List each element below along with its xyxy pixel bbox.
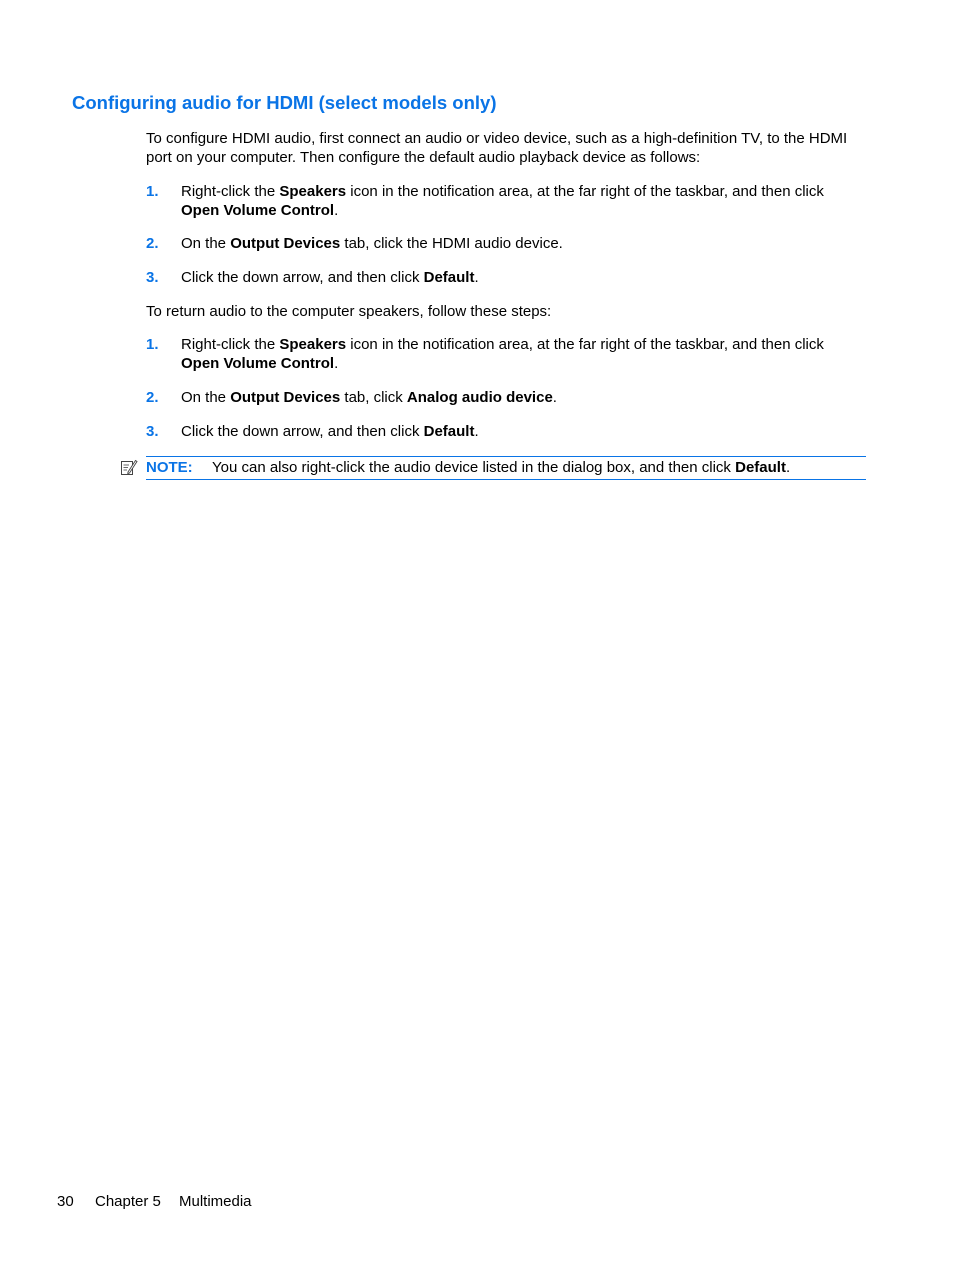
page-number: 30 (57, 1193, 74, 1210)
footer-chapter-title: Multimedia (179, 1193, 252, 1210)
step-text: Right-click the Speakers icon in the notification area, at the far right of the taskbar, and then click Open Volume Control. (181, 336, 824, 372)
step-number: 2. (146, 235, 159, 252)
note-pencil-icon (120, 458, 138, 476)
return-paragraph: To return audio to the computer speakers, follow these steps: (146, 303, 552, 320)
step-text: Right-click the Speakers icon in the notification area, at the far right of the taskbar, and then click Open Volume Control. (181, 183, 824, 219)
footer-chapter: Chapter 5 (95, 1193, 161, 1210)
note-box (146, 456, 866, 480)
list-item (146, 422, 866, 441)
list-item (146, 234, 866, 253)
intro-paragraph: To configure HDMI audio, first connect an audio or video device, such as a high-definition TV, to the HDMI port on your computer. Then configure the default audio playback device as follows: (146, 130, 848, 166)
section-heading: Configuring audio for HDMI (select models only) (72, 92, 497, 113)
step-text: Click the down arrow, and then click Default. (181, 269, 479, 286)
note-label: NOTE: (146, 459, 193, 476)
step-text: On the Output Devices tab, click Analog audio device. (181, 389, 557, 406)
step-number: 1. (146, 336, 159, 353)
step-number: 3. (146, 269, 159, 286)
step-text: On the Output Devices tab, click the HDMI audio device. (181, 235, 563, 252)
step-number: 1. (146, 183, 159, 200)
list-item (146, 388, 866, 407)
list-item (146, 182, 866, 220)
note-text: You can also right-click the audio device listed in the dialog box, and then click Default. (212, 459, 791, 476)
step-text: Click the down arrow, and then click Default. (181, 423, 479, 440)
list-item (146, 268, 866, 287)
list-item (146, 335, 866, 373)
step-number: 3. (146, 423, 159, 440)
step-number: 2. (146, 389, 159, 406)
